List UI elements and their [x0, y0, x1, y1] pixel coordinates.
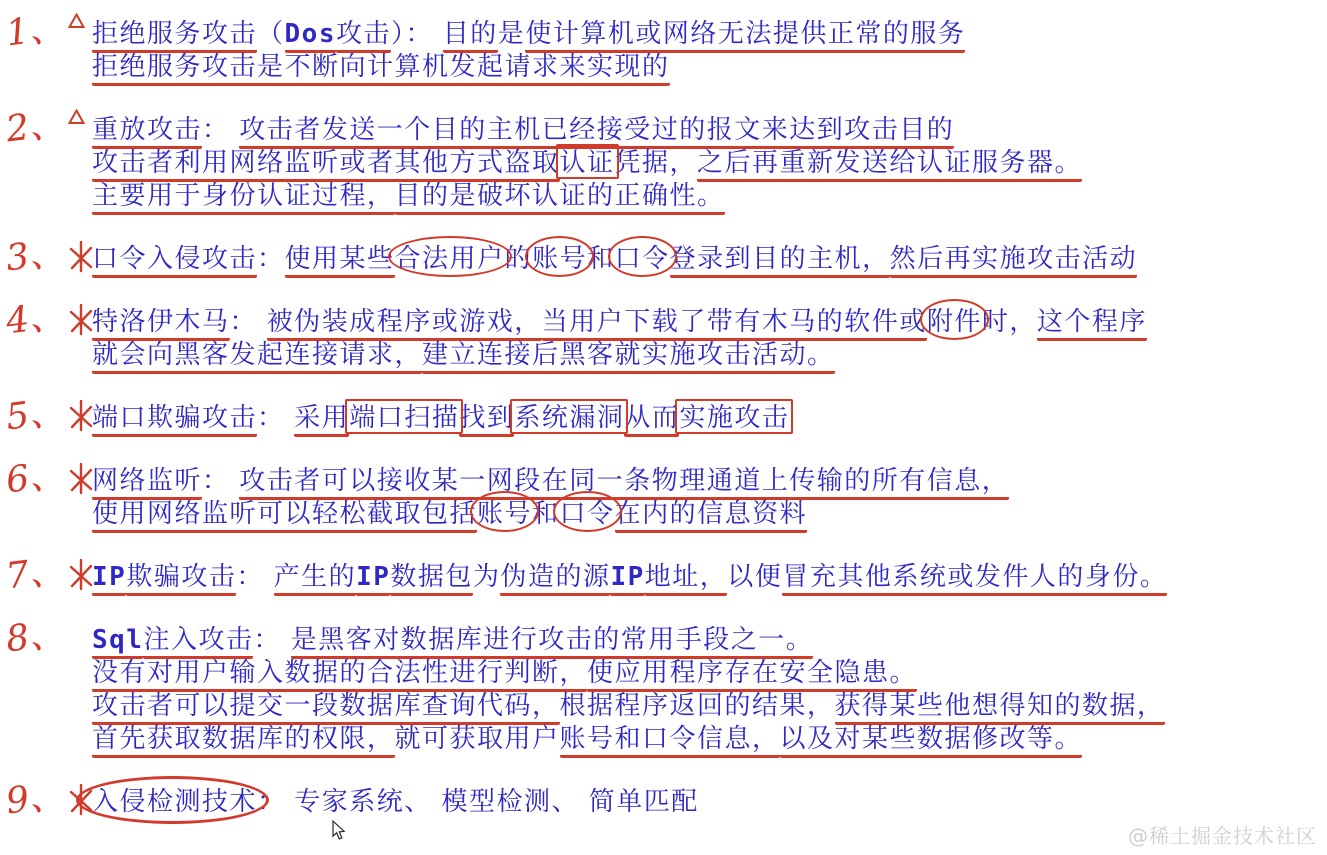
note-number: 5、 [3, 390, 68, 439]
text-segment: 合法用户 [394, 244, 505, 274]
text-segment: ： [202, 115, 240, 145]
text-segment: 被伪装成程序或游戏， [267, 307, 542, 341]
note-row [3, 549, 1327, 598]
text-segment: 口令入侵攻击 [92, 244, 257, 278]
note-marker [3, 549, 94, 598]
asterisk-icon [68, 559, 94, 591]
text-segment: ： [202, 466, 240, 496]
text-segment: 伪造的源 [500, 562, 610, 596]
text-segment: 认证 [559, 148, 615, 178]
asterisk-icon [68, 304, 94, 336]
text-segment: 口令 [614, 244, 670, 274]
text-segment: 重放攻击 [92, 115, 202, 149]
asterisk-icon [68, 463, 94, 495]
text-segment: 获得某些他想得知的数据， [835, 691, 1165, 725]
text-segment: ： [253, 625, 291, 655]
text-segment: 然后再实施攻击活动 [890, 244, 1138, 278]
note-marker [3, 102, 85, 151]
text-segment: 之后再重新发送给认证服务器。 [697, 148, 1082, 182]
text-segment: 攻击者发送一个目的主机已经接受过的报文来达到攻击目的 [239, 115, 954, 149]
text-segment: Dos [285, 19, 336, 53]
text-segment: 欺骗攻击 [126, 562, 236, 596]
text-segment: 根据程序返回的结果， [559, 691, 835, 721]
note-row [3, 774, 1327, 823]
text-segment: 这个程序 [1037, 307, 1147, 341]
text-segment: 是黑客对数据库进行攻击的常用手段之一。 [291, 625, 814, 659]
text-segment: 在内的信息资料 [615, 499, 808, 533]
text-segment: 目的 [443, 19, 498, 53]
note-row [3, 6, 1327, 84]
text-segment: 数据包 [390, 562, 473, 596]
note-line [92, 657, 1327, 690]
text-segment: 冒充其他系统或发件人的身份。 [782, 562, 1167, 596]
text-segment: 产生的 [274, 562, 357, 596]
text-segment: 是 [497, 19, 526, 49]
note-line [92, 624, 1327, 657]
note-marker [3, 231, 94, 280]
text-segment: ： [229, 307, 267, 337]
note-number: 6、 [3, 453, 68, 502]
text-segment: 注入攻击 [143, 625, 253, 659]
text-segment: 目的是破坏认证的正确性。 [395, 181, 725, 215]
text-segment: 凭据， [614, 148, 698, 178]
note-number: 4、 [3, 294, 68, 343]
text-segment: 就可获取用户 [394, 724, 560, 754]
text-segment: 首先获取数据库的权限， [92, 724, 395, 758]
asterisk-icon [68, 400, 94, 432]
text-segment: 端口扫描 [349, 403, 460, 433]
text-segment: 采用 [294, 403, 349, 437]
note-line [92, 690, 1327, 723]
text-segment: Sql [92, 625, 143, 659]
text-segment: 账号和口令信息， [560, 724, 780, 758]
mouse-cursor-icon [331, 820, 345, 844]
asterisk-icon [68, 241, 94, 273]
text-segment: 就会向黑客发起连接请求， [92, 340, 422, 374]
note-row [3, 390, 1327, 439]
text-segment: ）： [391, 19, 443, 49]
text-segment: 建立连接后黑客就实施攻击活动。 [422, 340, 835, 374]
text-segment: 地址， [645, 562, 728, 596]
text-segment: ： [257, 787, 295, 817]
text-segment: 和 [532, 499, 560, 529]
note-number: 1、 [3, 6, 68, 55]
note-line [92, 723, 1327, 756]
note-line [92, 243, 1327, 276]
note-line [92, 402, 1327, 435]
note-number: 7、 [3, 549, 68, 598]
text-segment: IP [356, 562, 390, 596]
triangle-icon [68, 13, 85, 29]
text-segment: 和 [587, 244, 615, 274]
note-marker [3, 390, 94, 439]
text-segment: 使计算机或网络无法提供正常的服务 [525, 19, 965, 53]
note-line [92, 306, 1327, 339]
text-segment: 攻击 [336, 19, 391, 53]
text-segment: ： [257, 244, 285, 274]
note-line [92, 51, 1327, 84]
note-row [3, 453, 1327, 531]
text-segment: 使应用程序存在安全隐患。 [587, 658, 917, 692]
text-segment: 实施攻击 [679, 403, 790, 433]
text-segment: （ [257, 19, 285, 49]
text-segment: ： [257, 403, 295, 433]
note-marker [3, 294, 94, 343]
note-line [92, 147, 1327, 180]
text-segment: 攻击者可以接收某一网段在同一条物理通道上传输的所有信息， [239, 466, 1009, 500]
triangle-icon [68, 109, 85, 125]
text-segment: 使用某些 [285, 244, 395, 278]
note-line [92, 339, 1327, 372]
text-segment: IP [610, 562, 644, 596]
text-segment: 专家系统、 模型检测、 简单匹配 [294, 787, 699, 817]
text-segment: 账号 [532, 244, 588, 274]
text-segment: 口令 [559, 499, 615, 529]
text-segment: 以便 [727, 562, 783, 592]
text-segment: 主要用于身份认证过程， [92, 181, 395, 215]
note-marker [3, 6, 85, 55]
text-segment: 系统漏洞 [514, 403, 625, 433]
text-segment: 攻击者利用网络监听或者其他方式盗取 [92, 148, 560, 182]
text-segment: 没有对用户输入数据的合法性进行判断， [92, 658, 587, 692]
note-marker [3, 612, 68, 661]
text-segment: 以及对某些数据修改等。 [780, 724, 1083, 758]
note-row [3, 231, 1327, 280]
text-segment: 从而 [624, 403, 679, 437]
text-segment: 拒绝服务攻击是不断向计算机发起请求来实现的 [92, 52, 670, 86]
note-line [92, 465, 1327, 498]
note-number: 2、 [3, 102, 68, 151]
note-row [3, 102, 1327, 213]
text-segment: 账号 [477, 499, 533, 529]
text-segment: 使用网络监听可以轻松截取包括 [92, 499, 477, 533]
text-segment: 攻击者可以提交一段数据库查询代码， [92, 691, 560, 725]
text-segment: ： [236, 562, 274, 592]
note-line [92, 786, 1327, 819]
note-row [3, 612, 1327, 756]
note-row [3, 294, 1327, 372]
note-number: 9、 [3, 774, 68, 823]
note-marker [3, 453, 94, 502]
text-segment: IP [92, 562, 126, 596]
watermark: @稀土掘金技术社区 [1128, 824, 1317, 848]
text-segment: 当用户下载了带有木马的软件或 [542, 307, 927, 341]
note-line [92, 180, 1327, 213]
text-segment: 网络监听 [92, 466, 202, 500]
text-segment: 特洛伊木马 [92, 307, 230, 341]
text-segment: 的 [504, 244, 533, 274]
note-line [92, 114, 1327, 147]
text-segment: 找到 [459, 403, 514, 437]
note-line [92, 18, 1327, 51]
text-segment: 端口欺骗攻击 [92, 403, 257, 437]
note-number: 3、 [3, 231, 68, 280]
note-line [92, 498, 1327, 531]
text-segment: 入侵检测技术 [92, 787, 258, 817]
text-segment: 登录到目的主机， [670, 244, 890, 278]
note-number: 8、 [3, 612, 68, 661]
text-segment: 为 [472, 562, 501, 592]
text-segment: 拒绝服务攻击 [92, 19, 257, 53]
text-segment: 附件 [926, 307, 982, 337]
note-line [92, 561, 1327, 594]
text-segment: 时， [981, 307, 1037, 337]
